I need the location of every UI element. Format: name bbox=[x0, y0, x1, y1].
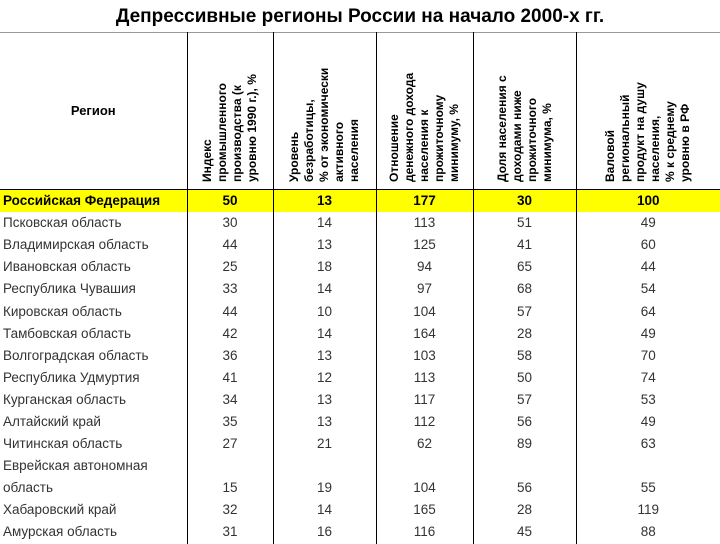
value-cell: 53 bbox=[640, 391, 656, 407]
value-cell: 27 bbox=[187, 433, 273, 455]
table-row bbox=[0, 411, 720, 433]
value-cell: 14 bbox=[273, 278, 376, 300]
header-grp bbox=[576, 32, 720, 190]
value-cell: 65 bbox=[473, 256, 576, 278]
value-cell: 13 bbox=[273, 411, 376, 433]
header-text: Уровень безработицы, % от экономически активного населения bbox=[287, 67, 361, 182]
value-cell bbox=[576, 455, 720, 477]
value-cell: 60 bbox=[640, 237, 656, 253]
value-cell: 116 bbox=[376, 521, 473, 543]
value-cell: 36 bbox=[187, 345, 273, 367]
region-name: Хабаровский край bbox=[0, 499, 187, 521]
value-cell: 112 bbox=[376, 411, 473, 433]
value-cell: 14 bbox=[273, 212, 376, 234]
value-cell: 55 bbox=[640, 480, 656, 496]
value-cell: 88 bbox=[640, 524, 656, 540]
header-industrial-index bbox=[187, 32, 273, 190]
value-cell: 49 bbox=[640, 413, 656, 429]
value-cell: 164 bbox=[376, 323, 473, 345]
table-row bbox=[0, 389, 720, 411]
value-cell: 104 bbox=[376, 477, 473, 499]
value-cell: 32 bbox=[187, 499, 273, 521]
value-cell: 57 bbox=[473, 389, 576, 411]
region-name: Амурская область bbox=[0, 521, 187, 543]
value-cell: 18 bbox=[273, 256, 376, 278]
header-unemployment bbox=[273, 32, 376, 190]
value-cell bbox=[187, 455, 273, 477]
region-name: Кировская область bbox=[0, 300, 187, 322]
value-cell: 14 bbox=[273, 499, 376, 521]
value-cell bbox=[473, 455, 576, 477]
value-cell: 50 bbox=[473, 367, 576, 389]
value-cell: 165 bbox=[376, 499, 473, 521]
table-row bbox=[0, 433, 720, 455]
value-cell: 74 bbox=[640, 369, 656, 385]
value-cell: 97 bbox=[376, 278, 473, 300]
region-name: Тамбовская область bbox=[0, 323, 187, 345]
page-title: Депрессивные регионы России на начало 2000-х гг. bbox=[115, 6, 605, 27]
value-cell: 12 bbox=[273, 367, 376, 389]
value-cell: 14 bbox=[273, 323, 376, 345]
value-cell: 35 bbox=[187, 411, 273, 433]
value-cell: 28 bbox=[473, 499, 576, 521]
value-cell: 28 bbox=[473, 323, 576, 345]
value-cell: 42 bbox=[187, 323, 273, 345]
value-cell: 13 bbox=[273, 389, 376, 411]
table-row bbox=[0, 455, 720, 477]
header-text: Индекс промышленного производства (к уровню 1990 г.), % bbox=[200, 74, 259, 182]
value-cell: 21 bbox=[273, 433, 376, 455]
value-cell: 57 bbox=[473, 300, 576, 322]
header-text: Валовой региональный продукт на душу населения, % к среднему уровню в РФ bbox=[603, 82, 693, 182]
header-text: Доля населения с доходами ниже прожиточного минимума, % bbox=[494, 75, 554, 182]
value-cell: 10 bbox=[273, 300, 376, 322]
region-name: Ивановская область bbox=[0, 256, 187, 278]
table-row bbox=[0, 345, 720, 367]
value-cell: 30 bbox=[187, 212, 273, 234]
table-row bbox=[0, 323, 720, 345]
value-cell: 41 bbox=[473, 234, 576, 256]
table-row bbox=[0, 212, 720, 234]
table-row bbox=[0, 234, 720, 256]
table-row bbox=[0, 190, 720, 213]
header-poverty-share bbox=[473, 32, 576, 190]
table-row bbox=[0, 477, 720, 499]
value-cell: 70 bbox=[640, 347, 656, 363]
value-cell: 13 bbox=[273, 234, 376, 256]
value-cell: 56 bbox=[473, 411, 576, 433]
value-cell: 117 bbox=[376, 389, 473, 411]
header-text: Отношение денежного дохода населения к прожиточному минимуму, % bbox=[387, 72, 461, 182]
region-name: Российская Федерация bbox=[0, 190, 187, 213]
value-cell: 25 bbox=[187, 256, 273, 278]
region-name: Алтайский край bbox=[0, 411, 187, 433]
value-cell: 16 bbox=[273, 521, 376, 543]
value-cell: 44 bbox=[187, 234, 273, 256]
region-name: Курганская область bbox=[0, 389, 187, 411]
value-cell: 44 bbox=[640, 259, 656, 275]
value-cell: 51 bbox=[473, 212, 576, 234]
region-name: область bbox=[0, 477, 187, 499]
value-cell: 104 bbox=[376, 300, 473, 322]
table-row bbox=[0, 367, 720, 389]
value-cell: 68 bbox=[473, 278, 576, 300]
value-cell: 58 bbox=[473, 345, 576, 367]
value-cell: 125 bbox=[376, 234, 473, 256]
value-cell: 119 bbox=[637, 502, 660, 518]
region-name: Волгоградская область bbox=[0, 345, 187, 367]
value-cell: 44 bbox=[187, 300, 273, 322]
value-cell: 113 bbox=[376, 367, 473, 389]
value-cell: 49 bbox=[640, 215, 656, 231]
value-cell: 33 bbox=[187, 278, 273, 300]
value-cell: 13 bbox=[273, 190, 376, 213]
value-cell: 50 bbox=[187, 190, 273, 213]
value-cell: 41 bbox=[187, 367, 273, 389]
value-cell: 94 bbox=[376, 256, 473, 278]
value-cell: 13 bbox=[273, 345, 376, 367]
value-cell bbox=[376, 455, 473, 477]
region-name: Еврейская автономная bbox=[0, 455, 187, 477]
value-cell: 113 bbox=[376, 212, 473, 234]
value-cell: 19 bbox=[273, 477, 376, 499]
header-income-ratio bbox=[376, 32, 473, 190]
value-cell: 34 bbox=[187, 389, 273, 411]
table-row bbox=[0, 256, 720, 278]
value-cell: 89 bbox=[473, 433, 576, 455]
value-cell: 62 bbox=[376, 433, 473, 455]
value-cell: 56 bbox=[473, 477, 576, 499]
value-cell bbox=[273, 455, 376, 477]
value-cell: 30 bbox=[473, 190, 576, 213]
region-name: Республика Чувашия bbox=[0, 278, 187, 300]
value-cell: 63 bbox=[640, 436, 656, 452]
value-cell: 64 bbox=[640, 303, 656, 319]
value-cell: 45 bbox=[473, 521, 576, 543]
value-cell: 177 bbox=[376, 190, 473, 213]
value-cell: 100 bbox=[576, 190, 720, 213]
table-row bbox=[0, 300, 720, 322]
region-name: Читинская область bbox=[0, 433, 187, 455]
value-cell: 103 bbox=[376, 345, 473, 367]
header-region: Регион bbox=[0, 32, 187, 190]
regions-table bbox=[0, 32, 720, 544]
table-row bbox=[0, 521, 720, 543]
value-cell: 54 bbox=[640, 281, 656, 297]
region-name: Псковская область bbox=[0, 212, 187, 234]
value-cell: 49 bbox=[640, 325, 656, 341]
header-row bbox=[0, 32, 720, 190]
region-name: Республика Удмуртия bbox=[0, 367, 187, 389]
region-name: Владимирская область bbox=[0, 234, 187, 256]
table-row bbox=[0, 499, 720, 521]
value-cell: 31 bbox=[187, 521, 273, 543]
value-cell: 15 bbox=[187, 477, 273, 499]
table-row bbox=[0, 278, 720, 300]
